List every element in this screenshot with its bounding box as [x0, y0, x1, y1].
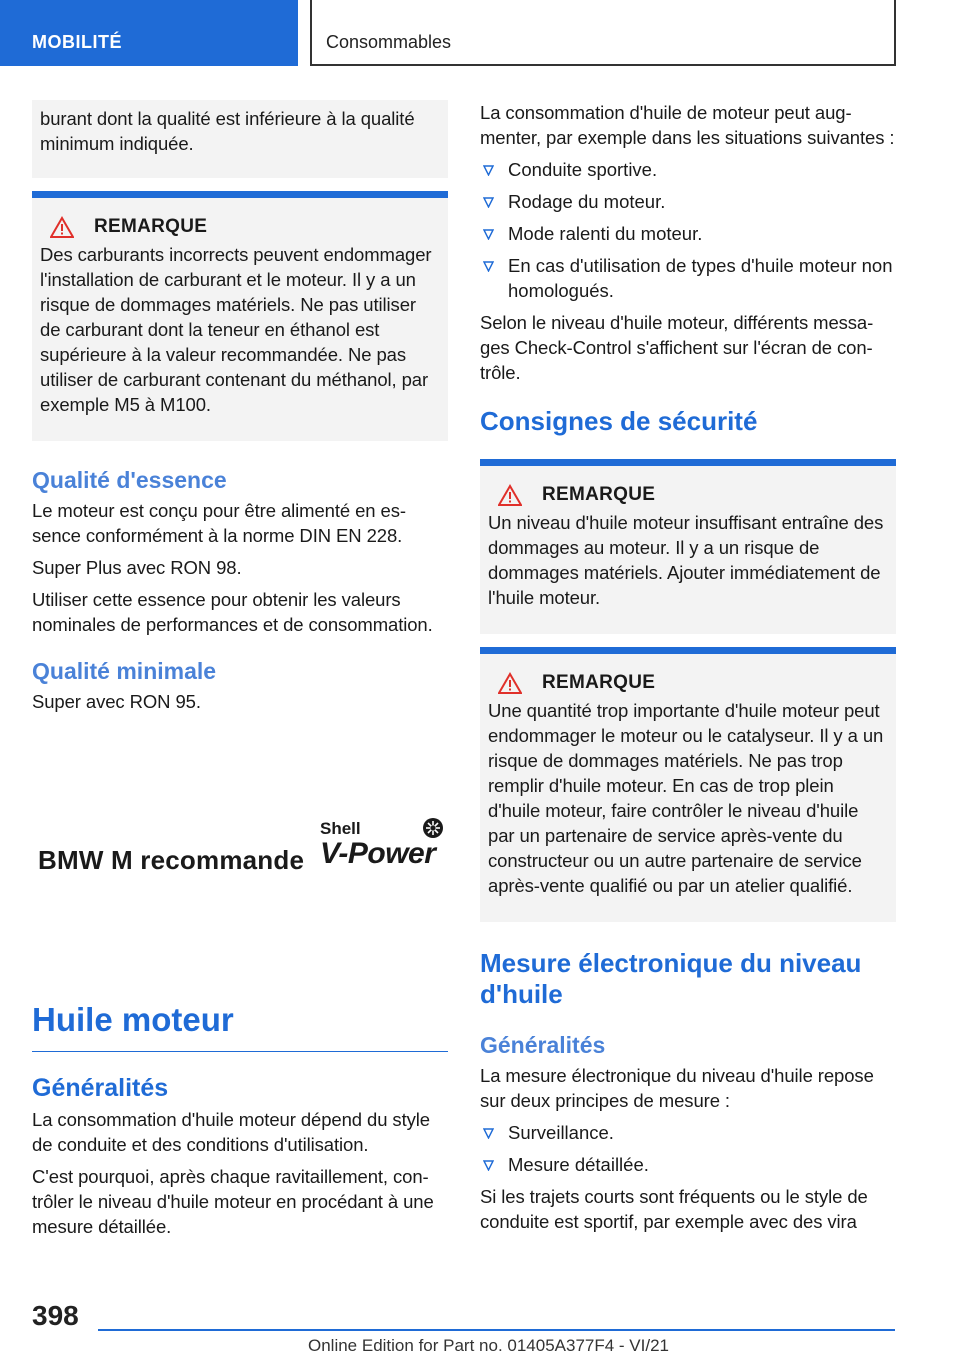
footer-rule [98, 1329, 895, 1331]
triangle-bullet-icon [483, 229, 494, 240]
logo-brand-big: V-Power [320, 837, 436, 870]
principles-list [480, 1120, 896, 1177]
page-number: 398 [32, 1300, 79, 1331]
paragraph: La consommation d'huile de moteur peut augmenter, par exemple dans les situations suivantes : [480, 102, 895, 148]
heading-mesure-electronique: Mesure électronique du niveau d'huile [480, 948, 862, 1009]
chapter-title: Consommables [310, 0, 896, 66]
paragraph: Super avec RON 95. [32, 691, 201, 712]
paragraph: Super Plus avec RON 98. [32, 557, 242, 578]
situations-list [480, 157, 896, 303]
notice-title: REMARQUE [542, 484, 656, 505]
triangle-bullet-icon [483, 1160, 494, 1171]
triangle-bullet-icon [483, 165, 494, 176]
continued-text: burant dont la qualité est inférieure à la qualité minimum indiquée. [40, 108, 415, 154]
warning-triangle-icon [498, 672, 522, 694]
paragraph: Selon le niveau d'huile moteur, différents messages Check-Control s'affichent sur l'écran de contrôle. [480, 312, 874, 383]
paragraph: La consommation d'huile moteur dépend du style de conduite et des conditions d'utilisation. [32, 1109, 430, 1155]
list-item: Mode ralenti du moteur. [480, 221, 896, 246]
paragraph: Utiliser cette essence pour obtenir les valeurs nominales de performances et de consommation. [32, 589, 433, 635]
heading-generalites: Généralités [32, 1074, 169, 1102]
left-column [32, 100, 448, 1246]
triangle-bullet-icon [483, 261, 494, 272]
notice-title: REMARQUE [542, 672, 656, 693]
logo-text: BMW M recommande [38, 845, 305, 875]
continued-text-box [32, 100, 448, 178]
list-item: Rodage du moteur. [480, 189, 896, 214]
list-item: Surveillance. [480, 1120, 896, 1145]
list-item: En cas d'utilisation de types d'huile moteur non homologués. [480, 253, 896, 303]
triangle-bullet-icon [483, 197, 494, 208]
list-item: Conduite sportive. [480, 157, 896, 182]
warning-triangle-icon [498, 484, 522, 506]
notice-overfill-oil [480, 647, 896, 922]
heading-qualite-essence: Qualité d'essence [32, 467, 227, 493]
paragraph: C'est pourquoi, après chaque ravitaillement, contrôler le niveau d'huile moteur en procédant à une mesure détaillée. [32, 1166, 434, 1237]
heading-generalites: Généralités [480, 1032, 606, 1058]
heading-consignes-securite: Consignes de sécurité [480, 406, 758, 436]
notice-text: Des carburants incorrects peuvent endommager l'installation de carburant et le moteur. Il y a un risque de dommages matériels. Ne pas utiliser de carburant dont la teneur en éthanol est supérieure à la valeur recommandée. Ne pas utiliser de carburant contenant du méthanol, par exemple M5 à M100. [40, 244, 432, 415]
paragraph: La mesure électronique du niveau d'huile repose sur deux principes de mesure : [480, 1065, 874, 1111]
heading-huile-moteur: Huile moteur [32, 1001, 448, 1052]
paragraph: Le moteur est conçu pour être alimenté en essence conformément à la norme DIN EN 228. [32, 500, 407, 546]
starburst-icon [422, 817, 444, 839]
logo-brand-small: Shell [320, 819, 361, 838]
edition-text: Online Edition for Part no. 01405A377F4 - VI/21 [308, 1336, 670, 1355]
notice-title: REMARQUE [94, 216, 208, 237]
notice-low-oil [480, 459, 896, 634]
notice-fuel [32, 191, 448, 441]
triangle-bullet-icon [483, 1128, 494, 1139]
notice-text: Une quantité trop importante d'huile moteur peut endommager le moteur ou le catalyseur. Il y a un risque de dommages matériels. Ne pas trop remplir d'huile moteur. En cas de trop plein d'huile moteur, faire contrôler le niveau d'huile par un partenaire de service après-vente du constructeur ou un autre partenaire de service après-vente qualifié ou par un atelier qualifié. [488, 700, 884, 896]
right-column [480, 100, 896, 1241]
heading-qualite-minimale: Qualité minimale [32, 658, 217, 684]
shell-vpower-logo [32, 721, 448, 1001]
list-item: Mesure détaillée. [480, 1152, 896, 1177]
paragraph: Si les trajets courts sont fréquents ou le style de conduite est sportif, par exemple avec des vira [480, 1186, 868, 1232]
section-tab: MOBILITÉ [0, 0, 298, 66]
page-header [0, 0, 960, 66]
notice-text: Un niveau d'huile moteur insuffisant entraîne des dommages au moteur. Il y a un risque de dommages matériels. Ajouter immédiatement de l'huile moteur. [488, 512, 884, 608]
warning-triangle-icon [50, 216, 74, 238]
